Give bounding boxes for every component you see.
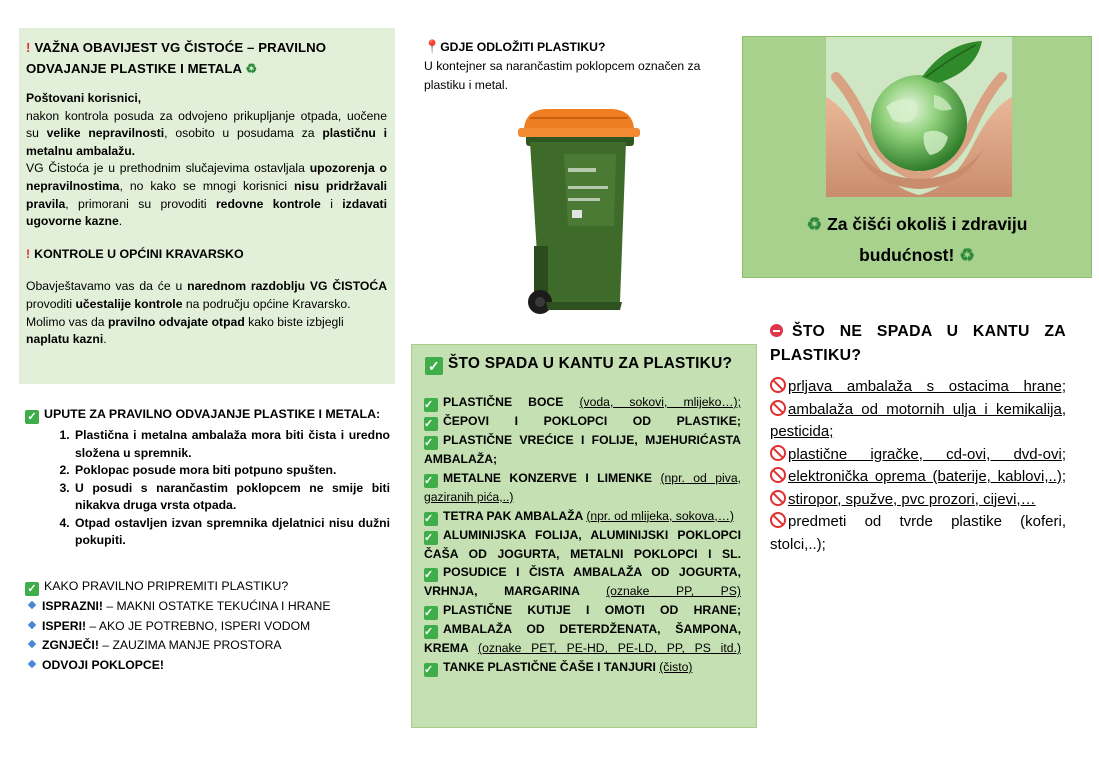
check-icon: ✓: [25, 582, 39, 596]
list-item: ✓ AMBALAŽA OD DETERDŽENATA, ŠAMPONA, KREMA (oznake PET, PE-HD, PE-LD, PP, PS itd.): [424, 622, 741, 656]
check-icon: ✓: [424, 417, 438, 431]
prohibited-icon: [770, 400, 786, 416]
list-item: ✓ METALNE KONZERVE I LIMENKE (npr. od piva, gaziranih pića,..): [424, 470, 741, 504]
controls-title: ! KONTROLE U OPĆINI KRAVARSKO: [26, 246, 244, 261]
list-item: ✓ ALUMINIJSKA FOLIJA, ALUMINIJSKI POKLOPCI ČAŠA OD JOGURTA, METALNI POKLOPCI I SL.: [424, 527, 741, 561]
guidelines-list: [25, 427, 390, 550]
check-icon: ✓: [424, 625, 438, 639]
prepare-section: [25, 577, 390, 675]
recycle-icon: ♻: [959, 245, 975, 265]
guidelines-section: [25, 405, 390, 550]
check-icon: ✓: [424, 568, 438, 582]
list-item: 3. U posudi s narančastim poklopcem ne smije biti nikakva druga vrsta otpada.: [73, 480, 390, 515]
notice-paragraph-1: nakon kontrola posuda za odvojeno prikupljanje otpada, uočene su velike nepravilnosti, osobito u posudama za plastičnu i metalnu ambalažu.: [26, 108, 387, 158]
exclamation-icon: !: [26, 246, 31, 261]
waste-bin-image: [516, 106, 640, 320]
list-item: ✓ POSUDICE I ČISTA AMBALAŽA OD JOGURTA, VRHNJA, MARGARINA (oznake PP, PS): [424, 565, 741, 599]
list-item: ✓ TANKE PLASTIČNE ČAŠE I TANJURI (čisto): [424, 659, 693, 676]
list-item: ✓ PLASTIČNE VREĆICE I FOLIJE, MJEHURIĆASTA AMBALAŽA;: [424, 433, 741, 466]
list-item: predmeti od tvrde plastike (koferi, stolci,..);: [770, 513, 1066, 553]
list-item: ODVOJI POKLOPCE!: [29, 656, 390, 676]
recycle-icon: ♻: [245, 61, 258, 76]
prepare-title: ✓ KAKO PRAVILNO PRIPREMITI PLASTIKU?: [25, 577, 390, 596]
notice-paragraph-3: Obavještavamo vas da će u narednom razdoblju VG ČISTOĆA provoditi učestalije kontrole na području općine Kravarsko.: [26, 279, 387, 311]
check-icon: ✓: [424, 436, 438, 450]
list-item: ZGNJEČI! – ZAUZIMA MANJE PROSTORA: [29, 636, 390, 656]
list-item: 1. Plastična i metalna ambalaža mora biti čista i uredno složena u spremnik.: [73, 427, 390, 462]
where-title: 📍GDJE ODLOŽITI PLASTIKU?: [424, 39, 606, 54]
check-icon: ✓: [424, 606, 438, 620]
list-item: plastične igračke, cd-ovi, dvd-ovi;: [770, 444, 1066, 467]
diamond-icon: [28, 601, 36, 609]
pin-icon: 📍: [424, 39, 441, 54]
slogan: ♻ Za čišći okoliš i zdraviju budućnost! ♻: [806, 214, 1028, 265]
list-item: 4. Otpad ostavljen izvan spremnika djelatnici nisu dužni pokupiti.: [73, 515, 390, 550]
where-text: U kontejner sa narančastim poklopcem označen za plastiku i metal.: [424, 59, 701, 92]
not-belongs-section: [770, 320, 1066, 556]
belongs-box: [411, 344, 757, 728]
guidelines-title: ✓ UPUTE ZA PRAVILNO ODVAJANJE PLASTIKE I METALA:: [25, 405, 390, 424]
check-icon: ✓: [425, 357, 443, 375]
check-icon: ✓: [424, 663, 438, 677]
prohibited-icon: [770, 445, 786, 461]
belongs-title: ✓ ŠTO SPADA U KANTU ZA PLASTIKU?: [425, 355, 741, 375]
notice-title: ! VAŽNA OBAVIJEST VG ČISTOĆE – PRAVILNO ODVAJANJE PLASTIKE I METALA ♻: [26, 40, 327, 76]
list-item: ✓ PLASTIČNE BOCE (voda, sokovi, mlijeko…);: [424, 395, 742, 411]
prohibited-icon: [770, 467, 786, 483]
diamond-icon: [28, 659, 36, 667]
list-item: prljava ambalaža s ostacima hrane;: [770, 376, 1066, 399]
notice-paragraph-4: Molimo vas da pravilno odvajate otpad kako biste izbjegli naplatu kazni.: [26, 314, 344, 347]
list-item: ✓ PLASTIČNE KUTIJE I OMOTI OD HRANE;: [424, 603, 741, 620]
list-item: ISPRAZNI! – MAKNI OSTATKE TEKUĆINA I HRANE: [29, 597, 390, 617]
prepare-steps: [29, 597, 390, 675]
list-item: ISPERI! – AKO JE POTREBNO, ISPERI VODOM: [29, 617, 390, 637]
check-icon: ✓: [424, 474, 438, 488]
list-item: stiropor, spužve, pvc prozori, cijevi,…: [770, 489, 1066, 512]
exclamation-icon: !: [26, 40, 31, 55]
slogan-box: [742, 36, 1092, 278]
list-item: ✓ TETRA PAK AMBALAŽA (npr. od mlijeka, sokova,…): [424, 508, 734, 525]
not-belongs-title: ŠTO NE SPADA U KANTU ZA PLASTIKU?: [770, 323, 1066, 364]
where-section: [424, 37, 736, 95]
notice-box: [19, 28, 395, 384]
check-icon: ✓: [424, 398, 438, 412]
diamond-icon: [28, 640, 36, 648]
check-icon: ✓: [424, 512, 438, 526]
no-entry-icon: [770, 324, 783, 337]
check-icon: ✓: [25, 410, 39, 424]
list-item: 2. Poklopac posude mora biti potpuno spušten.: [73, 462, 390, 480]
list-item: ✓ ČEPOVI I POKLOPCI OD PLASTIKE;: [424, 414, 741, 430]
prohibited-icon: [770, 490, 786, 506]
notice-paragraph-2: VG Čistoća je u prethodnim slučajevima ostavljala upozorenja o nepravilnostima, no kako se mnogi korisnici nisu pridržavali pravila, primorani su provoditi redovne kontrole i izdavati ugovorne kazne.: [26, 161, 387, 229]
check-icon: ✓: [424, 531, 438, 545]
list-item: ambalaža od motornih ulja i kemikalija, pesticida;: [770, 400, 1066, 440]
prohibited-icon: [770, 377, 786, 393]
prohibited-icon: [770, 512, 786, 528]
recycle-icon: ♻: [806, 214, 823, 234]
diamond-icon: [28, 620, 36, 628]
list-item: elektronička oprema (baterije, kablovi,..);: [770, 466, 1066, 489]
greeting: Poštovani korisnici,: [26, 91, 142, 105]
hands-globe-image: [826, 37, 1012, 197]
